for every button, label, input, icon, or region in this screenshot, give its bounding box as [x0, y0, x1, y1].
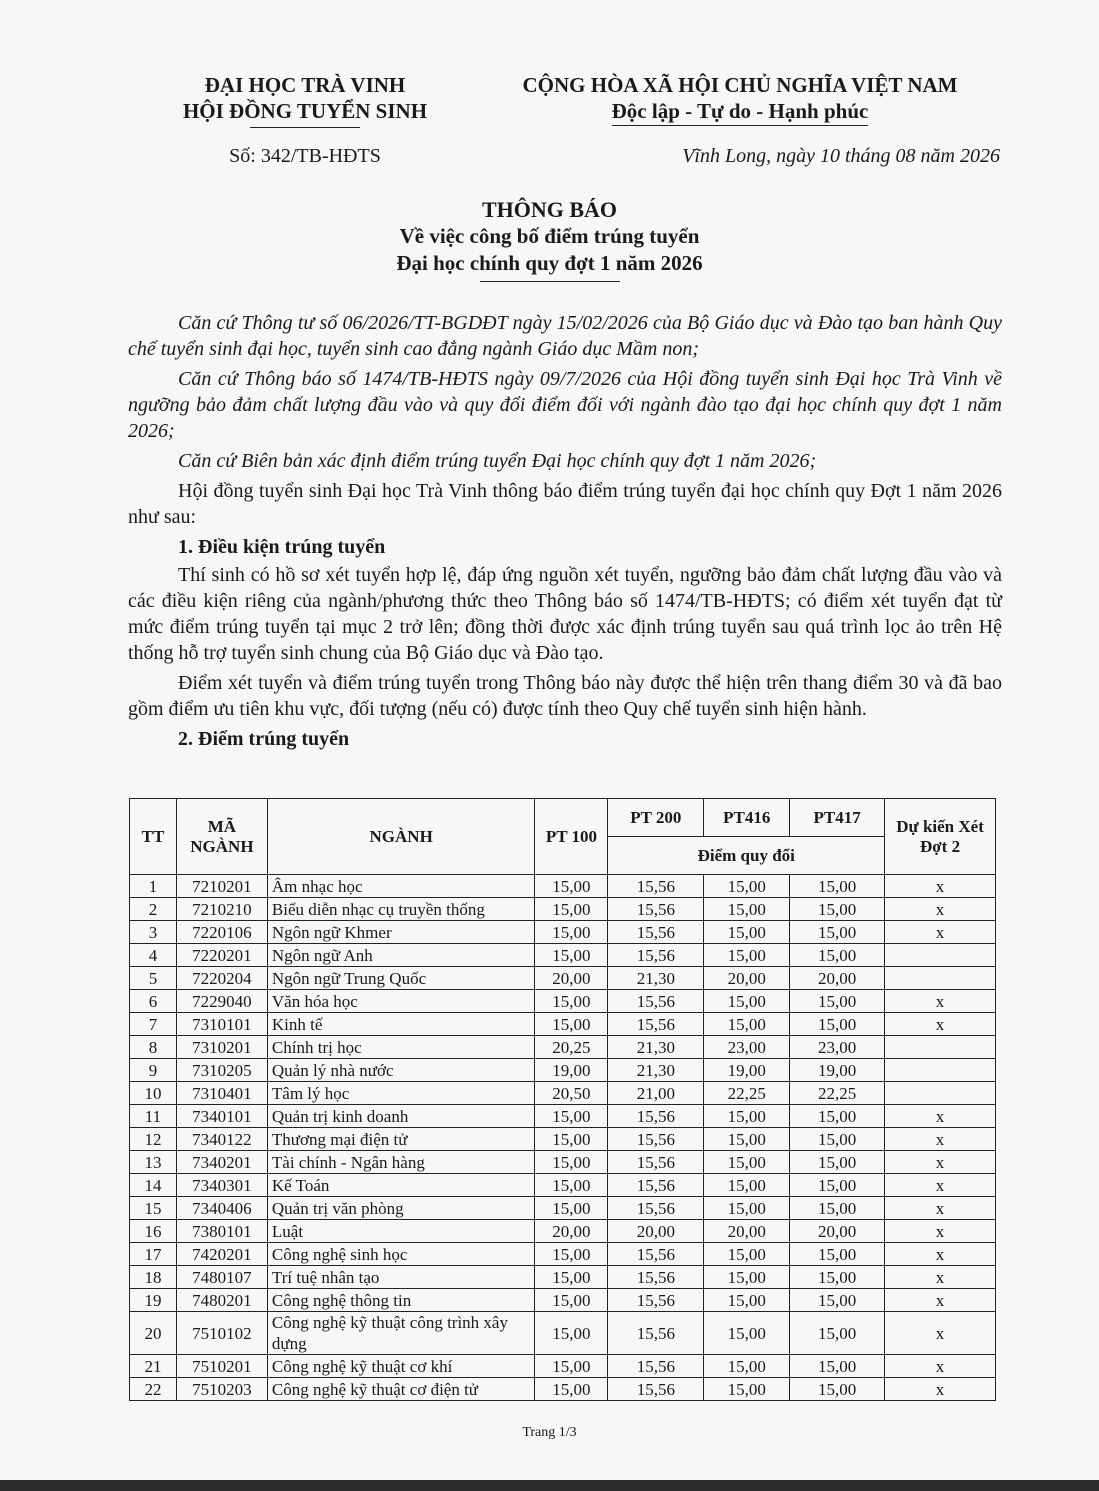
- cell-pt416: 23,00: [704, 1036, 790, 1059]
- cell-major: Tâm lý học: [267, 1082, 535, 1105]
- table-row: [130, 967, 996, 990]
- col-header-major: NGÀNH: [267, 799, 535, 875]
- cell-pt417: 20,00: [790, 967, 885, 990]
- org-council: HỘI ĐỒNG TUYỂN SINH: [182, 99, 428, 123]
- document-title: [0, 196, 1099, 282]
- table-row: [130, 1355, 996, 1378]
- table-row: [130, 1312, 996, 1355]
- section-1-heading: 1. Điều kiện trúng tuyển: [178, 536, 386, 558]
- cell-pt200: 20,00: [608, 1220, 704, 1243]
- cell-major: Công nghệ kỹ thuật cơ điện tử: [267, 1378, 535, 1401]
- cell-round2: [885, 1059, 996, 1082]
- cell-tt: 16: [130, 1220, 177, 1243]
- cell-pt200: 15,56: [608, 1355, 704, 1378]
- cell-pt200: 15,56: [608, 1151, 704, 1174]
- cell-pt200: 15,56: [608, 944, 704, 967]
- cell-tt: 10: [130, 1082, 177, 1105]
- cell-round2: x: [885, 1151, 996, 1174]
- admission-scores-table: [129, 798, 996, 1401]
- cell-tt: 15: [130, 1197, 177, 1220]
- cell-tt: 17: [130, 1243, 177, 1266]
- cell-code: 7220106: [176, 921, 267, 944]
- cell-code: 7420201: [176, 1243, 267, 1266]
- cell-code: 7220204: [176, 967, 267, 990]
- cell-pt416: 15,00: [704, 1174, 790, 1197]
- legal-basis-3: Căn cứ Biên bản xác định điểm trúng tuyển Đại học chính quy đợt 1 năm 2026;: [178, 450, 817, 472]
- cell-major: Quản trị văn phòng: [267, 1197, 535, 1220]
- cell-pt200: 21,30: [608, 967, 704, 990]
- table-row: [130, 990, 996, 1013]
- cell-pt200: 15,56: [608, 1266, 704, 1289]
- cell-round2: x: [885, 990, 996, 1013]
- cell-pt416: 15,00: [704, 1312, 790, 1355]
- cell-pt100: 15,00: [535, 1128, 608, 1151]
- cell-major: Ngôn ngữ Trung Quốc: [267, 967, 535, 990]
- cell-round2: x: [885, 1105, 996, 1128]
- cell-tt: 12: [130, 1128, 177, 1151]
- cell-pt416: 19,00: [704, 1059, 790, 1082]
- cell-tt: 21: [130, 1355, 177, 1378]
- cell-tt: 22: [130, 1378, 177, 1401]
- cell-pt417: 15,00: [790, 1289, 885, 1312]
- cell-major: Công nghệ sinh học: [267, 1243, 535, 1266]
- cell-major: Luật: [267, 1220, 535, 1243]
- cell-pt200: 15,56: [608, 1105, 704, 1128]
- section-1-paragraph-1: Thí sinh có hồ sơ xét tuyển hợp lệ, đáp ứng nguồn xét tuyển, ngưỡng bảo đảm chất lượng đầu vào và các điều kiện riêng của ngành/phương thức theo Thông báo số 1474/TB-HĐTS; có điểm xét tuyển đạt từ mức điểm trúng tuyển tại mục 2 trở lên; đồng thời được xác định trúng tuyển sau quá trình lọc ảo trên Hệ thống hỗ trợ tuyển sinh chung của Bộ Giáo dục và Đào tạo.: [128, 564, 1002, 664]
- cell-code: 7340122: [176, 1128, 267, 1151]
- cell-pt417: 15,00: [790, 1266, 885, 1289]
- cell-tt: 1: [130, 875, 177, 898]
- cell-pt416: 20,00: [704, 967, 790, 990]
- cell-code: 7480107: [176, 1266, 267, 1289]
- cell-pt416: 15,00: [704, 875, 790, 898]
- cell-pt100: 20,50: [535, 1082, 608, 1105]
- table-row: [130, 875, 996, 898]
- cell-tt: 11: [130, 1105, 177, 1128]
- bottom-edge-bar: [0, 1480, 1099, 1491]
- cell-major: Kinh tế: [267, 1013, 535, 1036]
- cell-major: Công nghệ kỹ thuật cơ khí: [267, 1355, 535, 1378]
- cell-major: Kế Toán: [267, 1174, 535, 1197]
- cell-code: 7340201: [176, 1151, 267, 1174]
- cell-round2: x: [885, 1197, 996, 1220]
- cell-pt100: 15,00: [535, 990, 608, 1013]
- table-row: [130, 921, 996, 944]
- cell-round2: x: [885, 1378, 996, 1401]
- place-date: Vĩnh Long, ngày 10 tháng 08 năm 2026: [682, 145, 1000, 167]
- cell-pt200: 15,56: [608, 921, 704, 944]
- cell-pt200: 21,30: [608, 1036, 704, 1059]
- table-row: [130, 1151, 996, 1174]
- cell-pt200: 15,56: [608, 1174, 704, 1197]
- cell-major: Ngôn ngữ Khmer: [267, 921, 535, 944]
- cell-tt: 4: [130, 944, 177, 967]
- cell-pt100: 19,00: [535, 1059, 608, 1082]
- cell-pt417: 15,00: [790, 898, 885, 921]
- section-1-paragraph-2: Điểm xét tuyển và điểm trúng tuyển trong Thông báo này được thể hiện trên thang điểm 30 và đã bao gồm điểm ưu tiên khu vực, đối tượng (nếu có) được tính theo Quy chế tuyển sinh hiện hành.: [128, 672, 1002, 720]
- table-row: [130, 1105, 996, 1128]
- table-row: [130, 1128, 996, 1151]
- cell-pt417: 20,00: [790, 1220, 885, 1243]
- cell-pt100: 20,00: [535, 1220, 608, 1243]
- cell-major: Tài chính - Ngân hàng: [267, 1151, 535, 1174]
- cell-pt100: 15,00: [535, 1197, 608, 1220]
- cell-round2: [885, 944, 996, 967]
- cell-pt416: 15,00: [704, 1105, 790, 1128]
- cell-pt200: 15,56: [608, 1013, 704, 1036]
- cell-code: 7310201: [176, 1036, 267, 1059]
- cell-pt100: 15,00: [535, 1266, 608, 1289]
- cell-pt417: 19,00: [790, 1059, 885, 1082]
- cell-pt416: 15,00: [704, 1013, 790, 1036]
- cell-pt100: 15,00: [535, 1243, 608, 1266]
- org-name: ĐẠI HỌC TRÀ VINH: [204, 73, 406, 97]
- cell-tt: 18: [130, 1266, 177, 1289]
- cell-code: 7229040: [176, 990, 267, 1013]
- cell-pt416: 15,00: [704, 1266, 790, 1289]
- cell-round2: x: [885, 1312, 996, 1355]
- cell-round2: [885, 967, 996, 990]
- cell-pt417: 15,00: [790, 1105, 885, 1128]
- cell-pt417: 22,25: [790, 1082, 885, 1105]
- cell-round2: x: [885, 1220, 996, 1243]
- cell-round2: x: [885, 1355, 996, 1378]
- col-header-converted: Điểm quy đổi: [608, 837, 885, 875]
- cell-code: 7510102: [176, 1312, 267, 1355]
- cell-major: Chính trị học: [267, 1036, 535, 1059]
- title-underline: [480, 281, 620, 282]
- cell-major: Ngôn ngữ Anh: [267, 944, 535, 967]
- cell-pt416: 15,00: [704, 1378, 790, 1401]
- table-row: [130, 1378, 996, 1401]
- cell-tt: 5: [130, 967, 177, 990]
- page-number: Trang 1/3: [522, 1425, 577, 1440]
- cell-pt100: 15,00: [535, 1013, 608, 1036]
- cell-tt: 8: [130, 1036, 177, 1059]
- cell-pt100: 20,00: [535, 967, 608, 990]
- cell-pt417: 15,00: [790, 1355, 885, 1378]
- cell-pt100: 20,25: [535, 1036, 608, 1059]
- cell-code: 7510201: [176, 1355, 267, 1378]
- cell-major: Quản trị kinh doanh: [267, 1105, 535, 1128]
- cell-code: 7480201: [176, 1289, 267, 1312]
- cell-tt: 9: [130, 1059, 177, 1082]
- cell-code: 7340301: [176, 1174, 267, 1197]
- cell-pt417: 15,00: [790, 1151, 885, 1174]
- cell-pt417: 15,00: [790, 875, 885, 898]
- cell-pt200: 21,00: [608, 1082, 704, 1105]
- cell-pt416: 15,00: [704, 990, 790, 1013]
- cell-pt416: 15,00: [704, 1243, 790, 1266]
- cell-tt: 7: [130, 1013, 177, 1036]
- table-row: [130, 944, 996, 967]
- cell-code: 7340101: [176, 1105, 267, 1128]
- cell-pt100: 15,00: [535, 875, 608, 898]
- cell-pt417: 15,00: [790, 1312, 885, 1355]
- cell-tt: 14: [130, 1174, 177, 1197]
- table-row: [130, 1289, 996, 1312]
- cell-major: Thương mại điện tử: [267, 1128, 535, 1151]
- cell-pt417: 15,00: [790, 1197, 885, 1220]
- cell-major: Văn hóa học: [267, 990, 535, 1013]
- cell-tt: 6: [130, 990, 177, 1013]
- cell-code: 7380101: [176, 1220, 267, 1243]
- cell-pt416: 15,00: [704, 898, 790, 921]
- section-2-heading: 2. Điểm trúng tuyển: [178, 728, 350, 750]
- cell-pt200: 15,56: [608, 1289, 704, 1312]
- table-row: [130, 1243, 996, 1266]
- cell-major: Biểu diễn nhạc cụ truyền thống: [267, 898, 535, 921]
- cell-code: 7510203: [176, 1378, 267, 1401]
- cell-pt416: 20,00: [704, 1220, 790, 1243]
- cell-pt416: 15,00: [704, 944, 790, 967]
- cell-major: Quản lý nhà nước: [267, 1059, 535, 1082]
- cell-pt100: 15,00: [535, 944, 608, 967]
- table-row: [130, 1220, 996, 1243]
- cell-tt: 13: [130, 1151, 177, 1174]
- cell-major: Trí tuệ nhân tạo: [267, 1266, 535, 1289]
- cell-round2: x: [885, 1174, 996, 1197]
- col-header-tt: TT: [130, 799, 177, 875]
- cell-major: Công nghệ kỹ thuật công trình xây dựng: [267, 1312, 535, 1355]
- cell-pt200: 15,56: [608, 1128, 704, 1151]
- cell-pt200: 15,56: [608, 875, 704, 898]
- cell-round2: x: [885, 1128, 996, 1151]
- cell-pt100: 15,00: [535, 1105, 608, 1128]
- table-row: [130, 1036, 996, 1059]
- cell-pt100: 15,00: [535, 1289, 608, 1312]
- cell-pt417: 15,00: [790, 1128, 885, 1151]
- cell-pt100: 15,00: [535, 1378, 608, 1401]
- cell-tt: 20: [130, 1312, 177, 1355]
- org-underline: [250, 127, 360, 128]
- table-row: [130, 1013, 996, 1036]
- national-motto: Độc lập - Tự do - Hạnh phúc: [612, 98, 869, 126]
- country-name: CỘNG HÒA XÃ HỘI CHỦ NGHĨA VIỆT NAM: [522, 73, 958, 97]
- cell-round2: [885, 1036, 996, 1059]
- cell-tt: 2: [130, 898, 177, 921]
- cell-code: 7310205: [176, 1059, 267, 1082]
- cell-code: 7210210: [176, 898, 267, 921]
- cell-pt416: 22,25: [704, 1082, 790, 1105]
- issuing-organization: [150, 72, 460, 128]
- cell-code: 7210201: [176, 875, 267, 898]
- legal-basis-2: Căn cứ Thông báo số 1474/TB-HĐTS ngày 09/7/2026 của Hội đồng tuyển sinh Đại học Trà Vinh về ngưỡng bảo đảm chất lượng đầu vào và quy đổi điểm đối với ngành đào tạo đại học chính quy đợt 1 năm 2026;: [128, 368, 1002, 442]
- cell-pt417: 23,00: [790, 1036, 885, 1059]
- cell-pt417: 15,00: [790, 1174, 885, 1197]
- cell-pt200: 21,30: [608, 1059, 704, 1082]
- title-line-2: Về việc công bố điểm trúng tuyển: [399, 224, 700, 248]
- cell-pt100: 15,00: [535, 921, 608, 944]
- cell-pt417: 15,00: [790, 1243, 885, 1266]
- cell-pt200: 15,56: [608, 1197, 704, 1220]
- cell-round2: x: [885, 875, 996, 898]
- table-row: [130, 898, 996, 921]
- col-header-pt200: PT 200: [608, 799, 704, 837]
- cell-pt100: 15,00: [535, 1355, 608, 1378]
- cell-pt416: 15,00: [704, 1355, 790, 1378]
- cell-pt416: 15,00: [704, 1151, 790, 1174]
- cell-code: 7340406: [176, 1197, 267, 1220]
- table-row: [130, 1174, 996, 1197]
- col-header-code: MÃ NGÀNH: [176, 799, 267, 875]
- document-body: [128, 310, 1002, 754]
- cell-code: 7220201: [176, 944, 267, 967]
- cell-pt200: 15,56: [608, 990, 704, 1013]
- cell-pt200: 15,56: [608, 1243, 704, 1266]
- cell-pt200: 15,56: [608, 898, 704, 921]
- cell-pt200: 15,56: [608, 1312, 704, 1355]
- cell-code: 7310401: [176, 1082, 267, 1105]
- national-header: [485, 72, 995, 126]
- cell-pt416: 15,00: [704, 1289, 790, 1312]
- title-line-3: Đại học chính quy đợt 1 năm 2026: [396, 251, 703, 275]
- cell-round2: x: [885, 1289, 996, 1312]
- cell-round2: x: [885, 1266, 996, 1289]
- cell-tt: 3: [130, 921, 177, 944]
- col-header-pt100: PT 100: [535, 799, 608, 875]
- table-row: [130, 1082, 996, 1105]
- col-header-round2: Dự kiến Xét Đợt 2: [885, 799, 996, 875]
- cell-pt100: 15,00: [535, 1312, 608, 1355]
- cell-round2: x: [885, 1243, 996, 1266]
- cell-pt416: 15,00: [704, 1128, 790, 1151]
- cell-pt100: 15,00: [535, 1151, 608, 1174]
- cell-pt417: 15,00: [790, 944, 885, 967]
- document-number: Số: 342/TB-HĐTS: [229, 145, 381, 167]
- col-header-pt417: PT417: [790, 799, 885, 837]
- cell-pt417: 15,00: [790, 1013, 885, 1036]
- cell-code: 7310101: [176, 1013, 267, 1036]
- cell-pt200: 15,56: [608, 1378, 704, 1401]
- cell-pt100: 15,00: [535, 898, 608, 921]
- table-body: [130, 875, 996, 1401]
- cell-round2: x: [885, 898, 996, 921]
- cell-pt416: 15,00: [704, 1197, 790, 1220]
- cell-pt100: 15,00: [535, 1174, 608, 1197]
- cell-pt417: 15,00: [790, 990, 885, 1013]
- cell-major: Công nghệ thông tin: [267, 1289, 535, 1312]
- cell-major: Âm nhạc học: [267, 875, 535, 898]
- cell-pt416: 15,00: [704, 921, 790, 944]
- cell-tt: 19: [130, 1289, 177, 1312]
- table-row: [130, 1266, 996, 1289]
- table-row: [130, 1059, 996, 1082]
- cell-round2: x: [885, 921, 996, 944]
- col-header-pt416: PT416: [704, 799, 790, 837]
- cell-pt417: 15,00: [790, 921, 885, 944]
- legal-basis-1: Căn cứ Thông tư số 06/2026/TT-BGDĐT ngày 15/02/2026 của Bộ Giáo dục và Đào tạo ban hành Quy chế tuyển sinh đại học, tuyển sinh cao đẳng ngành Giáo dục Mầm non;: [128, 312, 1002, 360]
- cell-round2: [885, 1082, 996, 1105]
- cell-pt417: 15,00: [790, 1378, 885, 1401]
- title-line-1: THÔNG BÁO: [481, 197, 618, 222]
- cell-round2: x: [885, 1013, 996, 1036]
- table-row: [130, 1197, 996, 1220]
- intro-paragraph: Hội đồng tuyển sinh Đại học Trà Vinh thông báo điểm trúng tuyển đại học chính quy Đợt 1 năm 2026 như sau:: [128, 480, 1002, 528]
